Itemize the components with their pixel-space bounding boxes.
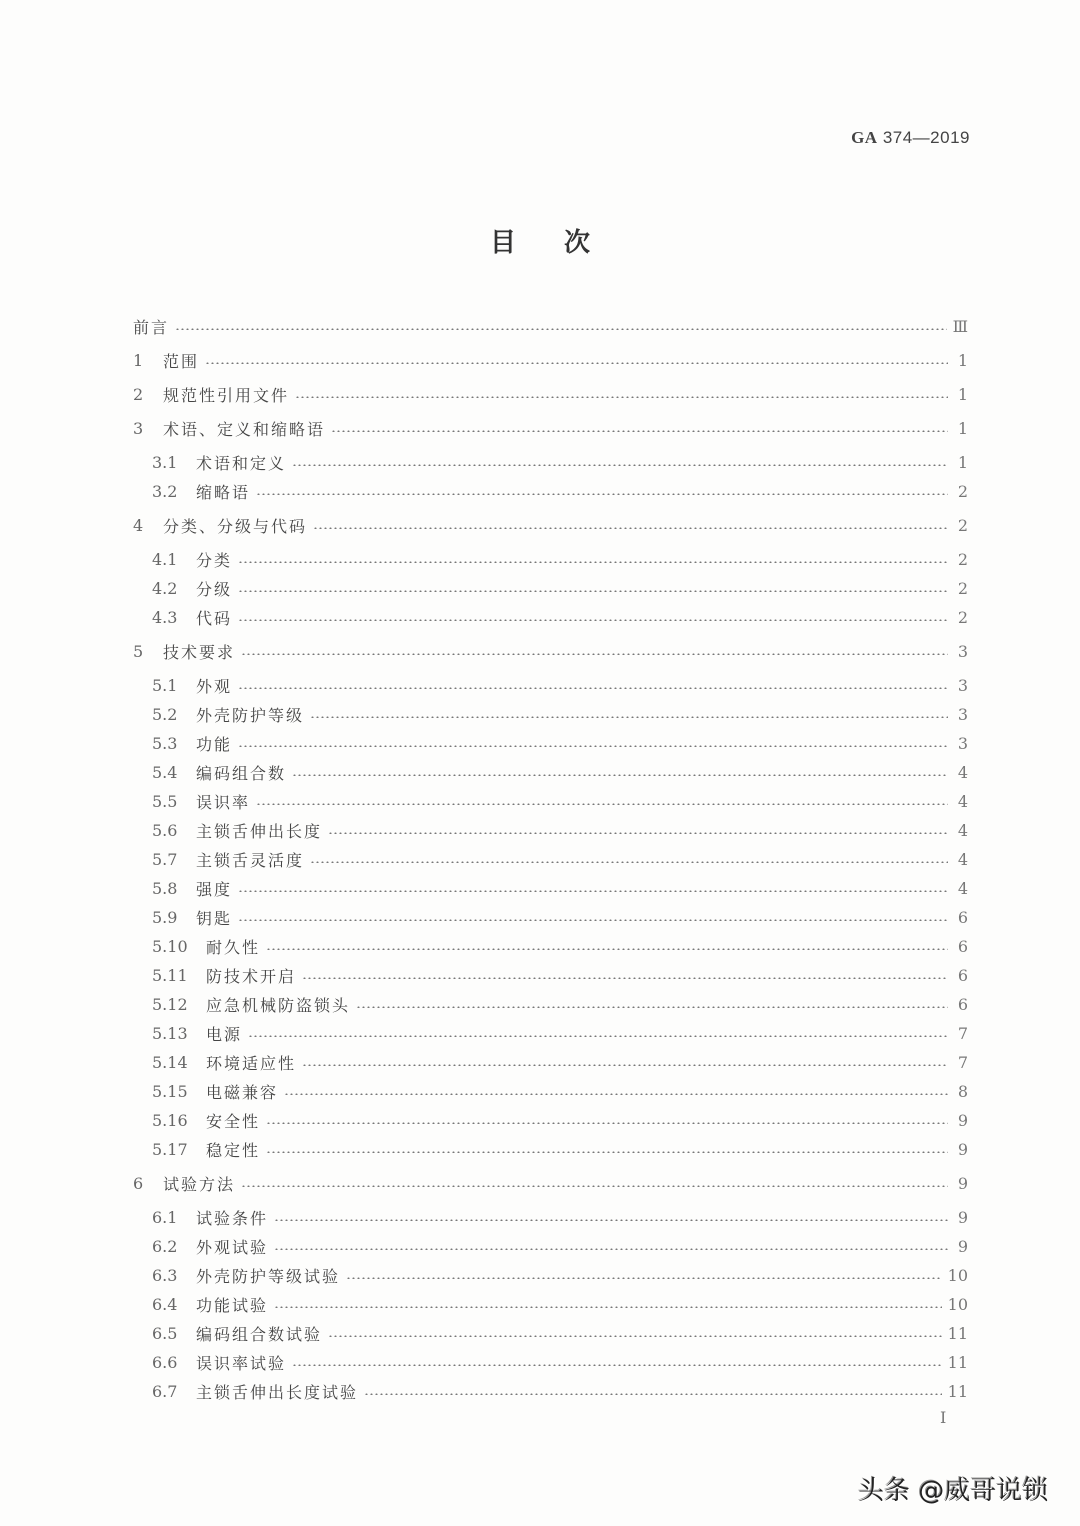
toc-entry-label: 外观试验 [196, 1237, 269, 1257]
toc-entry-number: 5.13 [152, 1023, 188, 1043]
toc-entry-number: 3.2 [152, 481, 178, 501]
leader-dots [346, 1277, 942, 1279]
toc-entry-number: 5.2 [152, 704, 178, 724]
toc-entry[interactable] [133, 1321, 968, 1345]
toc-entry-number: 5.15 [152, 1081, 188, 1101]
toc-entry-number: 6.2 [152, 1236, 178, 1256]
toc-entry[interactable] [133, 963, 968, 987]
toc-entry[interactable] [133, 702, 968, 726]
leader-dots [274, 1306, 942, 1308]
toc-entry-number: 6.7 [152, 1381, 178, 1401]
leader-dots [238, 919, 948, 921]
toc-entry[interactable] [133, 1263, 968, 1287]
leader-dots [356, 1006, 948, 1008]
toc-entry-number: 6.3 [152, 1265, 178, 1285]
toc-entry[interactable] [133, 1171, 968, 1195]
toc-entry[interactable] [133, 1137, 968, 1161]
toc-entry[interactable] [133, 731, 968, 755]
toc-entry-page: 3 [957, 733, 968, 753]
toc-entry[interactable] [133, 847, 968, 871]
toc-entry-page: 4 [957, 791, 968, 811]
toc-entry-number: 6.1 [152, 1207, 178, 1227]
toc-entry[interactable] [133, 905, 968, 929]
toc-entry-page: Ⅲ [952, 316, 968, 336]
toc-entry[interactable] [133, 1292, 968, 1316]
toc-entry-label: 编码组合数试验 [196, 1324, 323, 1344]
leader-dots [266, 1151, 948, 1153]
toc-entry-label: 规范性引用文件 [163, 385, 290, 405]
leader-dots [328, 1335, 942, 1337]
toc-entry-page: 10 [947, 1265, 968, 1285]
standard-code [851, 128, 970, 148]
leader-dots [266, 948, 948, 950]
toc-entry-label: 编码组合数 [196, 763, 287, 783]
leader-dots [310, 716, 948, 718]
toc-entry-number: 6 [133, 1173, 144, 1193]
leader-dots [302, 1064, 948, 1066]
toc-entry-label: 误识率 [196, 792, 251, 812]
toc-entry-number: 5.16 [152, 1110, 188, 1130]
leader-dots [241, 653, 948, 655]
toc-entry-label: 主锁舌伸出长度 [196, 821, 323, 841]
toc-entry[interactable] [133, 1050, 968, 1074]
toc-entry-number: 5.9 [152, 907, 178, 927]
toc-entry[interactable] [133, 789, 968, 813]
toc-entry-number: 5.10 [152, 936, 188, 956]
toc-entry-number: 5.14 [152, 1052, 188, 1072]
toc-entry-page: 11 [947, 1352, 968, 1372]
toc-entry-number: 6.4 [152, 1294, 178, 1314]
toc-entry-number: 3.1 [152, 452, 178, 472]
toc-entry-number: 5.11 [152, 965, 188, 985]
leader-dots [238, 745, 948, 747]
toc-entry-number: 4.2 [152, 578, 178, 598]
toc-entry-label: 分类、分级与代码 [163, 516, 308, 536]
toc-entry-number: 5.1 [152, 675, 178, 695]
toc-entry-number: 2 [133, 384, 144, 404]
toc-entry-label: 外壳防护等级试验 [196, 1266, 341, 1286]
toc-entry[interactable] [133, 479, 968, 503]
toc-entry-page: 8 [957, 1081, 968, 1101]
toc-entry[interactable] [133, 1108, 968, 1132]
toc-entry-page: 9 [957, 1236, 968, 1256]
toc-entry[interactable] [133, 547, 968, 571]
toc-entry[interactable] [133, 760, 968, 784]
toc-entry-page: 10 [947, 1294, 968, 1314]
toc-entry-page: 6 [957, 936, 968, 956]
toc-entry-page: 6 [957, 907, 968, 927]
toc-entry[interactable] [133, 1205, 968, 1229]
toc-entry[interactable] [133, 576, 968, 600]
toc-entry-page: 11 [947, 1381, 968, 1401]
toc-entry-page: 6 [957, 994, 968, 1014]
toc-entry[interactable] [133, 416, 968, 440]
toc-entry-label: 范围 [163, 351, 200, 371]
toc-entry-label: 误识率试验 [196, 1353, 287, 1373]
leader-dots [238, 590, 948, 592]
leader-dots [274, 1219, 948, 1221]
page-number: I [940, 1408, 947, 1427]
toc-entry-label: 环境适应性 [206, 1053, 297, 1073]
toc-entry[interactable] [133, 1350, 968, 1374]
toc-entry-number: 3 [133, 418, 144, 438]
toc-entry-page: 9 [957, 1173, 968, 1193]
leader-dots [310, 861, 948, 863]
toc-entry-label: 术语和定义 [196, 453, 287, 473]
leader-dots [292, 774, 948, 776]
toc-entry-label: 外壳防护等级 [196, 705, 305, 725]
toc-entry[interactable] [133, 992, 968, 1016]
toc-entry-label: 强度 [196, 879, 233, 899]
leader-dots [175, 328, 947, 330]
toc-entry-page: 11 [947, 1323, 968, 1343]
toc-entry-page: 2 [957, 481, 968, 501]
toc-entry[interactable] [133, 450, 968, 474]
toc-entry[interactable] [133, 934, 968, 958]
toc-entry-page: 7 [957, 1052, 968, 1072]
leader-dots [292, 464, 948, 466]
standard-code-number: 374—2019 [882, 128, 970, 147]
toc-entry[interactable] [133, 605, 968, 629]
toc-entry-page: 4 [957, 820, 968, 840]
toc-entry-number: 5.4 [152, 762, 178, 782]
toc-entry-label: 外观 [196, 676, 233, 696]
leader-dots [292, 1364, 942, 1366]
toc-entry-label: 应急机械防盗锁头 [206, 995, 351, 1015]
toc-entry-page: 2 [957, 607, 968, 627]
toc-entry-number: 5.12 [152, 994, 188, 1014]
toc-entry-label: 电磁兼容 [206, 1082, 279, 1102]
toc-entry-label: 术语、定义和缩略语 [163, 419, 326, 439]
page-title: 目次 [489, 228, 638, 258]
leader-dots [256, 493, 948, 495]
toc-entry-number: 5.7 [152, 849, 178, 869]
toc-entry-page: 4 [957, 878, 968, 898]
toc-entry[interactable] [133, 639, 968, 663]
toc-entry-number: 4 [133, 515, 144, 535]
leader-dots [284, 1093, 948, 1095]
toc-entry-label: 试验条件 [196, 1208, 269, 1228]
leader-dots [241, 1185, 948, 1187]
toc-entry-page: 3 [957, 641, 968, 661]
toc-entry-page: 4 [957, 849, 968, 869]
leader-dots [238, 890, 948, 892]
toc-entry-label: 分类 [196, 550, 233, 570]
toc-entry-label: 安全性 [206, 1111, 261, 1131]
toc-entry[interactable] [133, 876, 968, 900]
toc-entry-label: 试验方法 [163, 1174, 236, 1194]
toc-entry[interactable] [133, 1234, 968, 1258]
toc-entry-label: 钥匙 [196, 908, 233, 928]
toc-entry[interactable] [133, 818, 968, 842]
leader-dots [238, 561, 948, 563]
toc-entry-number: 5.17 [152, 1139, 188, 1159]
toc-entry[interactable] [133, 1079, 968, 1103]
toc-entry[interactable] [133, 1379, 968, 1403]
toc-entry-label: 技术要求 [163, 642, 236, 662]
leader-dots [256, 803, 948, 805]
leader-dots [248, 1035, 948, 1037]
leader-dots [274, 1248, 948, 1250]
toc-entry-page: 2 [957, 578, 968, 598]
toc-entry-number: 4.3 [152, 607, 178, 627]
toc-entry[interactable] [133, 513, 968, 537]
toc-entry[interactable] [133, 348, 968, 372]
toc-entry-page: 9 [957, 1139, 968, 1159]
toc-entry-page: 3 [957, 704, 968, 724]
toc-entry-number: 5.6 [152, 820, 178, 840]
toc-entry-label: 电源 [206, 1024, 243, 1044]
leader-dots [364, 1393, 942, 1395]
leader-dots [331, 430, 948, 432]
toc-entry-number: 5.8 [152, 878, 178, 898]
toc-entry-label: 代码 [196, 608, 233, 628]
toc-entry-label: 主锁舌灵活度 [196, 850, 305, 870]
toc-entry-number: 1 [133, 350, 144, 370]
toc-entry[interactable] [133, 314, 968, 338]
toc-entry[interactable] [133, 673, 968, 697]
leader-dots [295, 396, 948, 398]
toc-entry-number: 6.6 [152, 1352, 178, 1372]
toc-entry-number: 5.5 [152, 791, 178, 811]
toc-entry-page: 1 [957, 384, 968, 404]
leader-dots [302, 977, 948, 979]
toc-entry[interactable] [133, 382, 968, 406]
toc-entry-label: 缩略语 [196, 482, 251, 502]
toc-entry-page: 4 [957, 762, 968, 782]
leader-dots [313, 527, 948, 529]
toc-entry-page: 1 [957, 350, 968, 370]
toc-entry-label: 防技术开启 [206, 966, 297, 986]
toc-entry-page: 3 [957, 675, 968, 695]
standard-code-prefix: GA [851, 128, 878, 147]
toc-entry-number: 5.3 [152, 733, 178, 753]
toc-entry-number: 5 [133, 641, 144, 661]
toc-entry-page: 9 [957, 1207, 968, 1227]
toc-entry-page: 1 [957, 418, 968, 438]
toc-entry-page: 1 [957, 452, 968, 472]
toc-entry-number: 6.5 [152, 1323, 178, 1343]
toc-entry-number: 4.1 [152, 549, 178, 569]
toc-entry-label: 耐久性 [206, 937, 261, 957]
toc-entry-page: 2 [957, 515, 968, 535]
toc-entry-label: 功能 [196, 734, 233, 754]
toc-entry-page: 9 [957, 1110, 968, 1130]
leader-dots [205, 362, 948, 364]
toc-entry-page: 2 [957, 549, 968, 569]
leader-dots [238, 619, 948, 621]
toc-entry-label: 主锁舌伸出长度试验 [196, 1382, 359, 1402]
watermark: 头条 @威哥说锁 [858, 1476, 1049, 1506]
leader-dots [328, 832, 948, 834]
leader-dots [266, 1122, 948, 1124]
toc-entry[interactable] [133, 1021, 968, 1045]
toc-entry-label: 分级 [196, 579, 233, 599]
toc-entry-page: 7 [957, 1023, 968, 1043]
leader-dots [238, 687, 948, 689]
toc-entry-label: 稳定性 [206, 1140, 261, 1160]
toc-entry-page: 6 [957, 965, 968, 985]
toc-entry-label: 前言 [133, 317, 170, 337]
toc-entry-label: 功能试验 [196, 1295, 269, 1315]
